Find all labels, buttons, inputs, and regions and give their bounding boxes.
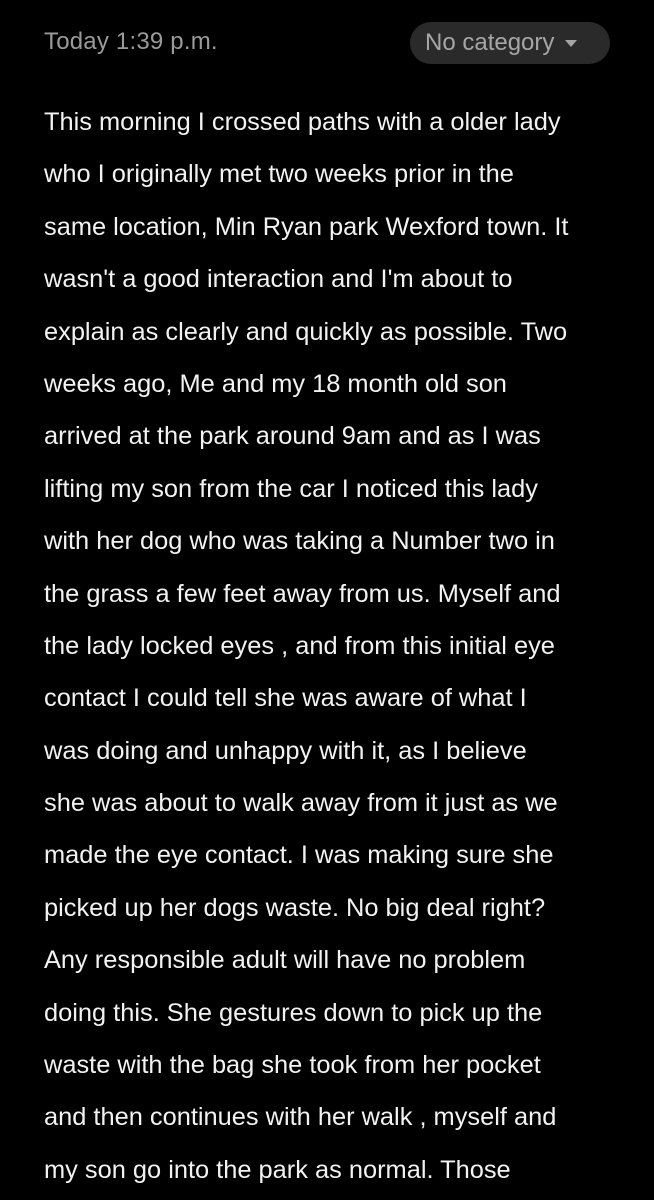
note-line: made the eye contact. I was making sure she	[44, 841, 554, 870]
note-line: the grass a few feet away from us. Myself and	[44, 579, 561, 608]
note-line: the lady locked eyes , and from this initial eye	[44, 631, 555, 660]
note-line: lifting my son from the car I noticed this lady	[44, 474, 538, 503]
note-header	[0, 0, 654, 90]
chevron-down-icon	[565, 40, 577, 47]
note-timestamp: Today 1:39 p.m.	[44, 28, 218, 55]
note-line: picked up her dogs waste. No big deal right?	[44, 893, 546, 922]
note-line: doing this. She gestures down to pick up the	[44, 998, 543, 1027]
note-line: with her dog who was taking a Number two in	[44, 527, 555, 556]
note-line: arrived at the park around 9am and as I was	[44, 422, 541, 451]
category-label: No category	[425, 29, 555, 56]
note-line: who I originally met two weeks prior in the	[44, 160, 514, 189]
note-line: same location, Min Ryan park Wexford town. It	[44, 212, 569, 241]
note-line: Any responsible adult will have no problem	[44, 946, 526, 975]
note-line: she was about to walk away from it just as we	[44, 789, 558, 818]
note-line: waste with the bag she took from her pocket	[44, 1051, 541, 1080]
note-line: was doing and unhappy with it, as I believe	[44, 736, 527, 765]
note-line: wasn't a good interaction and I'm about to	[44, 265, 513, 294]
note-body[interactable]	[44, 96, 624, 1196]
note-line: This morning I crossed paths with a older lady	[44, 108, 561, 136]
note-line: weeks ago, Me and my 18 month old son	[44, 369, 507, 398]
note-line: my son go into the park as normal. Those	[44, 1155, 511, 1184]
note-line: and then continues with her walk , myself and	[44, 1103, 557, 1132]
category-dropdown[interactable]	[410, 22, 610, 64]
note-line: explain as clearly and quickly as possible. Two	[44, 317, 568, 346]
note-line: contact I could tell she was aware of what I	[44, 684, 527, 713]
